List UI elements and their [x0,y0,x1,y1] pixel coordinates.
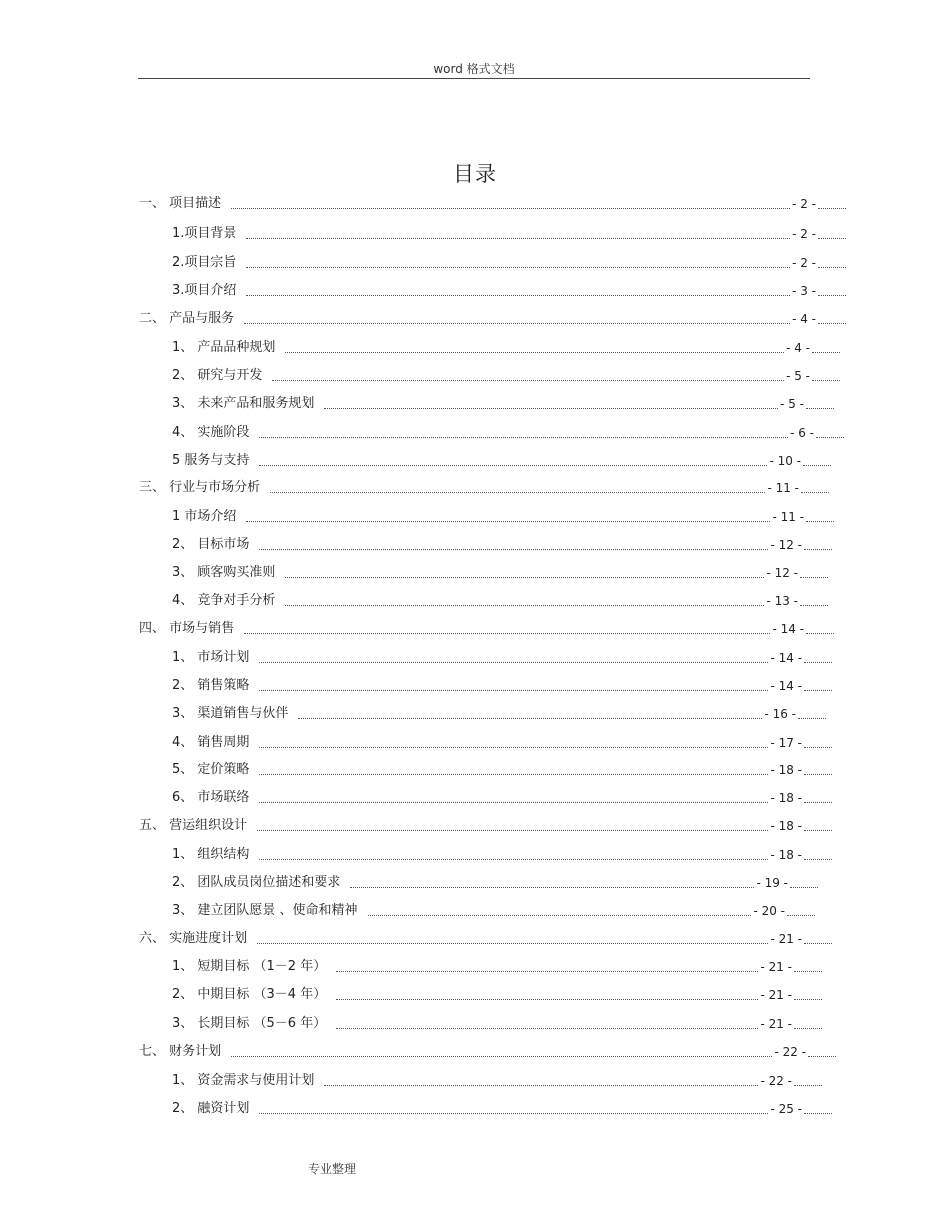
toc-dot-leader [259,549,768,550]
toc-entry-label: 一、 项目描述 [139,196,222,211]
toc-dot-leader [259,662,768,663]
toc-dot-leader [298,718,762,719]
toc-dot-leader-tail [801,492,829,493]
toc-dot-leader [244,633,770,634]
toc-dot-leader [368,915,752,916]
page-footer: 专业整理 [308,1162,357,1176]
toc-entry-label: 2.项目宗旨 [172,255,237,270]
toc-dot-leader [259,774,768,775]
toc-dot-leader [336,999,758,1000]
toc-dot-leader-tail [787,915,815,916]
toc-entry[interactable] [172,760,832,778]
toc-entry[interactable] [172,535,832,553]
toc-entry[interactable] [172,591,828,609]
toc-entry-page-number: - 20 - [753,904,785,918]
toc-entry-page-number: - 5 - [780,397,804,411]
toc-dot-leader-tail [804,549,832,550]
toc-entry-label: 4、 销售周期 [172,735,250,750]
toc-entry-page-number: - 6 - [790,426,814,440]
toc-dot-leader [324,408,778,409]
toc-entry-label: 1、 组织结构 [172,847,250,862]
toc-entry-label: 3、 渠道销售与伙伴 [172,706,289,721]
toc-dot-leader [246,238,790,239]
toc-dot-leader [244,323,790,324]
toc-dot-leader-tail [794,1028,822,1029]
toc-entry-page-number: - 2 - [792,197,816,211]
toc-dot-leader-tail [818,323,846,324]
toc-dot-leader-tail [804,859,832,860]
toc-dot-leader [246,295,790,296]
toc-entry[interactable] [172,507,834,525]
toc-entry[interactable] [172,1071,822,1089]
toc-entry[interactable] [172,563,828,581]
toc-entry-label: 四、 市场与销售 [139,621,235,636]
toc-entry[interactable] [172,338,840,356]
toc-entry-label: 1、 资金需求与使用计划 [172,1073,315,1088]
toc-entry[interactable] [172,901,815,919]
toc-entry-label: 4、 实施阶段 [172,425,250,440]
toc-entry-label: 1、 市场计划 [172,650,250,665]
toc-dot-leader [257,943,768,944]
toc-entry-label: 七、 财务计划 [139,1044,222,1059]
toc-entry[interactable] [172,873,818,891]
toc-dot-leader [246,267,790,268]
toc-entry[interactable] [172,451,831,469]
toc-entry-page-number: - 18 - [770,791,802,805]
toc-entry-label: 二、 产品与服务 [139,311,235,326]
toc-dot-leader [259,747,768,748]
toc-entry[interactable] [139,619,834,637]
toc-entry-label: 2、 中期目标 （3－4 年） [172,987,327,1002]
toc-dot-leader [257,830,768,831]
toc-entry-label: 六、 实施进度计划 [139,931,248,946]
toc-entry[interactable] [139,478,829,496]
toc-dot-leader-tail [816,437,844,438]
toc-entry[interactable] [172,1099,832,1117]
toc-dot-leader-tail [808,1056,836,1057]
toc-entry-page-number: - 22 - [760,1074,792,1088]
toc-entry-page-number: - 12 - [766,566,798,580]
toc-dot-leader-tail [806,408,834,409]
toc-entry[interactable] [172,957,822,975]
toc-dot-leader [272,380,784,381]
toc-entry[interactable] [172,648,832,666]
toc-entry-label: 6、 市场联络 [172,790,250,805]
toc-entry-page-number: - 18 - [770,763,802,777]
toc-dot-leader [285,352,784,353]
toc-dot-leader-tail [794,999,822,1000]
toc-entry-page-number: - 14 - [772,622,804,636]
toc-entry-label: 2、 研究与开发 [172,368,263,383]
toc-entry-page-number: - 14 - [770,679,802,693]
toc-dot-leader [259,437,788,438]
toc-entry-label: 三、 行业与市场分析 [139,480,261,495]
toc-entry-label: 5、 定价策略 [172,762,250,777]
toc-dot-leader-tail [804,690,832,691]
toc-dot-leader-tail [818,267,846,268]
toc-entry[interactable] [139,194,846,212]
toc-dot-leader [259,802,768,803]
toc-dot-leader [259,690,768,691]
toc-dot-leader-tail [804,802,832,803]
toc-entry-label: 2、 目标市场 [172,537,250,552]
toc-entry-page-number: - 21 - [760,960,792,974]
toc-entry[interactable] [139,929,832,947]
toc-dot-leader [285,577,764,578]
toc-entry[interactable] [172,1014,822,1032]
toc-dot-leader-tail [804,747,832,748]
toc-entry-page-number: - 11 - [767,481,799,495]
toc-dot-leader [324,1085,758,1086]
toc-dot-leader-tail [804,662,832,663]
toc-entry[interactable] [172,788,832,806]
toc-dot-leader-tail [794,1085,822,1086]
toc-dot-leader-tail [804,830,832,831]
toc-entry-page-number: - 17 - [770,736,802,750]
toc-entry-page-number: - 21 - [770,932,802,946]
toc-entry-label: 1.项目背景 [172,226,237,241]
toc-entry-page-number: - 4 - [786,341,810,355]
toc-entry-page-number: - 21 - [760,1017,792,1031]
toc-dot-leader-tail [794,971,822,972]
toc-entry-page-number: - 11 - [772,510,804,524]
toc-dot-leader-tail [818,295,846,296]
toc-entry-page-number: - 18 - [770,848,802,862]
toc-entry[interactable] [172,704,826,722]
toc-entry-label: 2、 团队成员岗位描述和要求 [172,875,341,890]
toc-dot-leader [231,208,790,209]
toc-entry-page-number: - 16 - [764,707,796,721]
toc-entry[interactable] [172,845,832,863]
toc-entry[interactable] [172,253,846,271]
toc-entry-page-number: - 22 - [774,1045,806,1059]
toc-dot-leader-tail [812,380,840,381]
toc-entry[interactable] [172,423,844,441]
toc-entry-page-number: - 14 - [770,651,802,665]
toc-entry[interactable] [139,816,832,834]
toc-entry-page-number: - 4 - [792,312,816,326]
toc-dot-leader [259,859,768,860]
toc-entry[interactable] [172,394,834,412]
toc-entry-label: 3.项目介绍 [172,283,237,298]
toc-entry-label: 五、 营运组织设计 [139,818,248,833]
toc-entry[interactable] [172,733,832,751]
toc-entry-label: 3、 顾客购买准则 [172,565,276,580]
toc-entry-label: 2、 融资计划 [172,1101,250,1116]
toc-title: 目录 [453,162,497,186]
toc-entry-label: 4、 竞争对手分析 [172,593,276,608]
toc-dot-leader [270,492,765,493]
toc-dot-leader [231,1056,772,1057]
toc-entry[interactable] [172,281,846,299]
toc-dot-leader-tail [798,718,826,719]
toc-dot-leader [259,1113,768,1114]
toc-entry[interactable] [139,1042,836,1060]
toc-entry-label: 5 服务与支持 [172,453,250,468]
toc-dot-leader [336,971,758,972]
toc-dot-leader [246,521,770,522]
toc-dot-leader-tail [790,887,818,888]
toc-entry-page-number: - 2 - [792,256,816,270]
toc-entry-label: 1 市场介绍 [172,509,237,524]
toc-entry-label: 3、 长期目标 （5－6 年） [172,1016,327,1031]
toc-dot-leader [350,887,754,888]
toc-entry-page-number: - 2 - [792,227,816,241]
toc-entry-page-number: - 3 - [792,284,816,298]
toc-dot-leader [259,465,767,466]
toc-entry-page-number: - 12 - [770,538,802,552]
toc-dot-leader-tail [818,208,846,209]
toc-entry-page-number: - 13 - [766,594,798,608]
toc-dot-leader-tail [806,633,834,634]
toc-entry-label: 1、 短期目标 （1－2 年） [172,959,327,974]
toc-dot-leader-tail [804,774,832,775]
toc-entry[interactable] [172,366,840,384]
toc-dot-leader-tail [812,352,840,353]
toc-entry-page-number: - 5 - [786,369,810,383]
page-header: word 格式文档 [433,62,515,76]
toc-entry-label: 1、 产品品种规划 [172,340,276,355]
toc-entry[interactable] [139,309,846,327]
toc-dot-leader-tail [800,577,828,578]
toc-dot-leader-tail [803,465,831,466]
toc-entry[interactable] [172,224,846,242]
toc-dot-leader [336,1028,758,1029]
toc-entry-page-number: - 10 - [769,454,801,468]
toc-entry-label: 3、 未来产品和服务规划 [172,396,315,411]
toc-dot-leader-tail [804,1113,832,1114]
toc-entry[interactable] [172,985,822,1003]
toc-entry-page-number: - 18 - [770,819,802,833]
toc-dot-leader-tail [804,943,832,944]
toc-dot-leader-tail [818,238,846,239]
toc-dot-leader [285,605,764,606]
toc-dot-leader-tail [806,521,834,522]
toc-entry-page-number: - 25 - [770,1102,802,1116]
toc-entry-label: 2、 销售策略 [172,678,250,693]
toc-entry[interactable] [172,676,832,694]
toc-entry-page-number: - 19 - [756,876,788,890]
toc-entry-label: 3、 建立团队愿景 、使命和精神 [172,903,358,918]
toc-entry-page-number: - 21 - [760,988,792,1002]
toc-dot-leader-tail [800,605,828,606]
